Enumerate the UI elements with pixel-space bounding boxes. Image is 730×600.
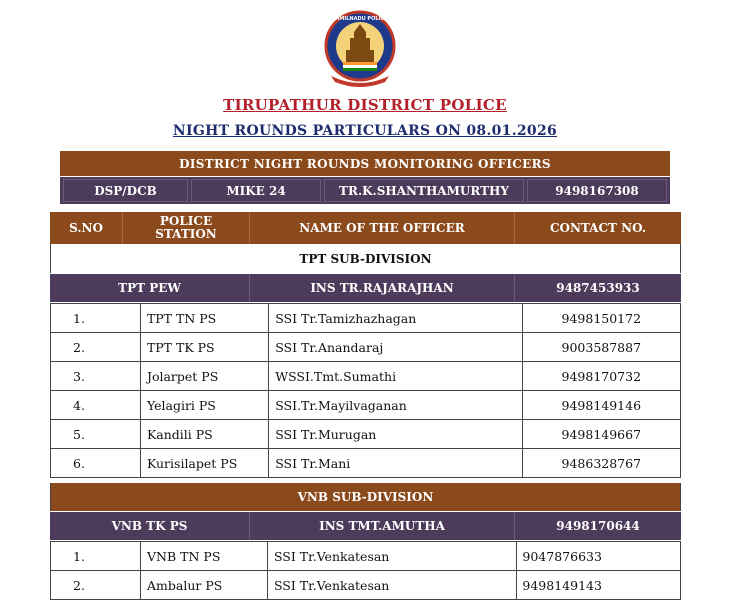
inspector-station: TPT PEW — [50, 274, 250, 302]
row-officer: SSI Tr.Murugan — [269, 420, 522, 449]
table-row — [51, 304, 681, 333]
row-sno: 6. — [51, 449, 141, 478]
column-header-officer-name: NAME OF THE OFFICER — [250, 212, 515, 244]
column-header-sno: S.NO — [50, 212, 123, 244]
tamilnadu-police-emblem-icon — [323, 10, 397, 88]
row-station: Kurisilapet PS — [140, 449, 268, 478]
monitoring-designation: DSP/DCB — [63, 179, 188, 202]
column-header-police-station: POLICE STATION — [123, 212, 250, 244]
row-officer: SSI Tr.Mani — [269, 449, 522, 478]
row-officer: SSI Tr.Anandaraj — [269, 333, 522, 362]
inspector-name: INS TMT.AMUTHA — [250, 512, 515, 540]
monitoring-row — [60, 177, 670, 204]
page-title: TIRUPATHUR DISTRICT POLICE — [223, 96, 507, 114]
row-station: Kandili PS — [140, 420, 268, 449]
row-sno: 1. — [51, 304, 141, 333]
row-station: Ambalur PS — [141, 571, 268, 600]
officer-table — [50, 541, 681, 600]
row-sno: 1. — [51, 542, 141, 571]
officer-table — [50, 303, 681, 478]
division-title: TPT SUB-DIVISION — [50, 244, 681, 273]
table-row — [51, 420, 681, 449]
inspector-row — [50, 274, 681, 302]
inspector-contact: 9487453933 — [556, 281, 640, 295]
table-header — [50, 212, 681, 244]
row-contact: 9498149143 — [517, 571, 681, 600]
monitoring-callsign: MIKE 24 — [191, 179, 321, 202]
row-sno: 4. — [51, 391, 141, 420]
row-station: TPT TN PS — [140, 304, 268, 333]
division-title: VNB SUB-DIVISION — [50, 483, 681, 511]
table-row — [51, 449, 681, 478]
monitoring-heading: DISTRICT NIGHT ROUNDS MONITORING OFFICERS — [60, 151, 670, 176]
svg-text:TAMILNADU POLICE: TAMILNADU POLICE — [332, 16, 388, 22]
table-row — [51, 362, 681, 391]
monitoring-officer-name: TR.K.SHANTHAMURTHY — [324, 179, 524, 202]
inspector-name: INS TR.RAJARAJHAN — [250, 274, 515, 302]
row-officer: SSI Tr.Venkatesan — [267, 571, 516, 600]
row-sno: 5. — [51, 420, 141, 449]
table-row — [51, 542, 681, 571]
page-subtitle: NIGHT ROUNDS PARTICULARS ON 08.01.2026 — [172, 123, 558, 139]
row-station: VNB TN PS — [141, 542, 268, 571]
row-station: Jolarpet PS — [140, 362, 268, 391]
row-station: Yelagiri PS — [140, 391, 268, 420]
row-station: TPT TK PS — [140, 333, 268, 362]
table-row — [51, 571, 681, 600]
row-contact: 9498149146 — [522, 391, 680, 420]
row-contact: 9498149667 — [522, 420, 680, 449]
inspector-contact: 9498170644 — [556, 519, 640, 533]
row-contact: 9498150172 — [522, 304, 680, 333]
column-header-contact: CONTACT NO. — [549, 220, 647, 235]
row-officer: SSI.Tr.Mayilvaganan — [269, 391, 522, 420]
row-officer: SSI Tr.Venkatesan — [267, 542, 516, 571]
row-contact: 9003587887 — [522, 333, 680, 362]
row-contact: 9047876633 — [517, 542, 681, 571]
monitoring-contact: 9498167308 — [527, 179, 667, 202]
row-officer: WSSI.Tmt.Sumathi — [269, 362, 522, 391]
table-row — [51, 333, 681, 362]
row-sno: 3. — [51, 362, 141, 391]
row-officer: SSI Tr.Tamizhazhagan — [269, 304, 522, 333]
inspector-station: VNB TK PS — [50, 512, 250, 540]
row-contact: 9498170732 — [522, 362, 680, 391]
table-row — [51, 391, 681, 420]
row-sno: 2. — [51, 333, 141, 362]
inspector-row — [50, 512, 681, 540]
row-sno: 2. — [51, 571, 141, 600]
row-contact: 9486328767 — [522, 449, 680, 478]
